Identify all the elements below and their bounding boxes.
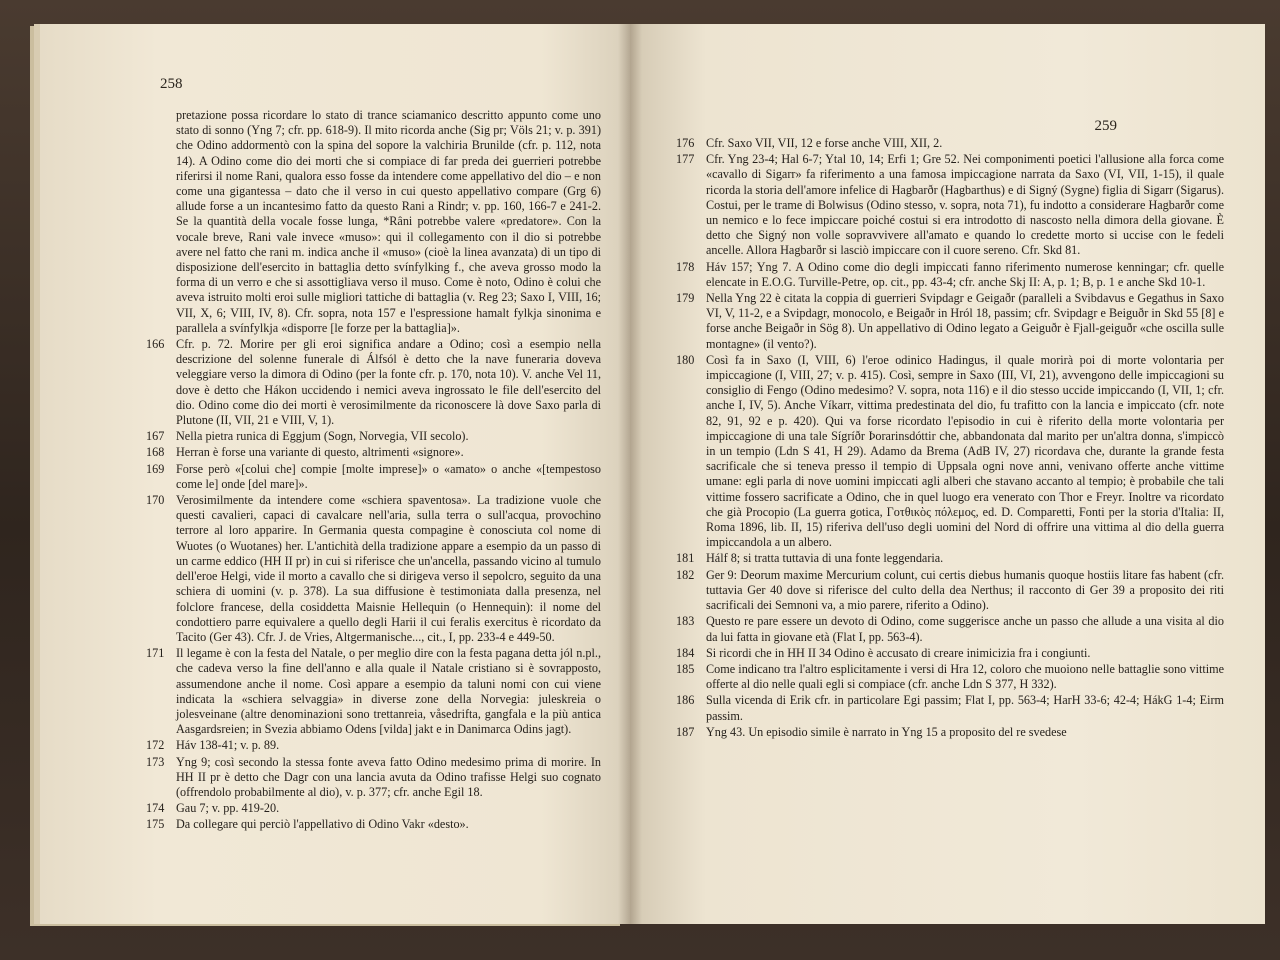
note-176 (676, 136, 1224, 151)
note-number: 184 (676, 645, 695, 660)
note-number: 174 (146, 801, 165, 816)
note-text: Sulla vicenda di Erik cfr. in particolare Egi passim; Flat I, pp. 563-4; HarH 33-6; 42-4; HákG 1-4; Eirm passim. (706, 693, 1224, 723)
note-166 (146, 337, 601, 428)
open-book (40, 24, 1265, 936)
note-number: 186 (676, 693, 695, 708)
right-page (630, 24, 1265, 924)
note-175 (146, 817, 601, 832)
note-text: Nella Yng 22 è citata la coppia di guerrieri Svipdagr e Geigaðr (paralleli a Svibdavus e Gegathus in Saxo VI, V, 11-2, e a Svipdagr, monocolo, e Beigaðr in Hról 18, passim; cfr. Svipdagr e Beiguðr in Skd 55 [8] e forse anche Beigaðr in Sög 8). Un appellativo di Odino legato a Geiguðr è Fjall-geiguðr «che oscilla sulle montagne» (il vento?). (706, 291, 1224, 351)
note-number: 176 (676, 136, 695, 150)
note-167 (146, 429, 601, 444)
note-172 (146, 738, 601, 753)
note-number: 177 (676, 152, 695, 167)
note-168 (146, 445, 601, 460)
note-text: pretazione possa ricordare lo stato di trance sciamanico descritto appunto come uno stato di sonno (Yng 7; cfr. pp. 618-9). Il mito ricorda anche (Sig pr; Völs 21; v. p. 391) che Odino addormentò con la spina del sopore la valchiria Brunilde (cfr. p. 112, nota 14). A Odino come dio dei morti che si compiace di far preda dei guerrieri potrebbe riferirsi il nome Rani, qualora esso fosse da intendere come appellativo del dio – e non come una gigantessa – dato che il verso in cui questo appellativo compare (Grg 6) allude forse a un incantesimo fatto da questo Rani a Rindr; v. pp. 160, 166-7 e 241-2. Se la quantità della vocale fosse lunga, *Râni potrebbe valere «predatore». Con la vocale breve, Rani vale invece «muso»: qui il collegamento con il dio si potrebbe avere nel fatto che rani m. indica anche il «muso» (cioè la linea avanzata) di un tipo di disposizione dell'esercito in battaglia detto svínfylking f., che aveva grosso modo la forma di un verro e che si assottigliava verso il muso. Come è noto, Odino è colui che aveva istruito molti eroi sulle migliori tattiche di battaglia (v. Reg 23; Saxo I, VIII, 16; VII, X, 6; VIII, IV, 8). Cfr. sopra, nota 157 e l'espressione hamalt fylkja sinonima e parallela a svínfylkja «disporre [le forze per la battaglia]». (176, 108, 601, 335)
note-text: Ger 9: Deorum maxime Mercurium colunt, cui certis diebus humanis quoque hostiis litare fas habent (cfr. tuttavia Ger 40 dove si riferisce del culto della dea Nerthus; il racconto di Ger 39 a proposito dei riti sacrificali dei Semnoni va, a mio parere, riferito a Odino). (706, 567, 1224, 613)
note-text: Si ricordi che in HH II 34 Odino è accusato di creare inimicizia fra i congiunti. (706, 645, 1091, 660)
note-text: Cfr. p. 72. Morire per gli eroi significa andare a Odino; così a esempio nella descrizione del solenne funerale di Álfsól è detto che la nave funeraria doveva veleggiare verso la dimora di Odino (per la fonte cfr. p. 170, nota 10). V. anche Vel 11, dove è detto che Hákon uccidendo i nemici aveva ingrossato le file dell'esercito del dio. Odino come dio dei morti è verosimilmente da riconoscere là dove Saxo parla di Plutone (II, VII, 21 e VIII, V, 1). (176, 337, 601, 428)
note-text: Come indicano tra l'altro esplicitamente i versi di Hra 12, coloro che muoiono nelle battaglie sono vittime offerte al dio nelle quali egli si compiace (cfr. anche Ldn S 377, H 332). (706, 661, 1224, 692)
note-number: 180 (676, 352, 695, 367)
note-171 (146, 646, 601, 737)
note-174 (146, 801, 601, 816)
note-183 (676, 614, 1224, 644)
note-text: Háv 157; Yng 7. A Odino come dio degli impiccati fanno riferimento numerose kenningar; cfr. quelle elencate in E.O.G. Turville-Petre, op. cit., pp. 43-4; cfr. anche Skj II: A, p. 1; B, p. 1 e anche Skd 10-1. (706, 259, 1224, 289)
note-number: 172 (146, 738, 165, 753)
note-181 (676, 551, 1224, 566)
note-173 (146, 755, 601, 801)
note-184 (676, 646, 1224, 661)
note-text: Nella pietra runica di Eggjum (Sogn, Norvegia, VII secolo). (176, 429, 469, 444)
note-text: Yng 43. Un episodio simile è narrato in Yng 15 a proposito del re svedese (706, 724, 1067, 739)
note-text: Forse però «[colui che] compie [molte imprese]» o «amato» o anche «[tempestoso come le] onde [del mare]». (176, 461, 601, 491)
note-187 (676, 725, 1224, 740)
right-notes (676, 136, 1224, 741)
note-text: Questo re pare essere un devoto di Odino, come suggerisce anche un passo che allude a una visita al dio da lui fatta in giovane età (Flat I, pp. 563-4). (706, 614, 1224, 644)
note-number: 179 (676, 291, 695, 306)
note-text: Così fa in Saxo (I, VIII, 6) l'eroe odinico Hadingus, il quale morirà poi di morte volontaria per impiccagione (I, VIII, 27; v. p. 415). Così, sempre in Saxo (III, VI, 21), avvengono delle impiccagioni su consiglio di Fengo (Odino medesimo? V. sopra, nota 116) e il dio stesso uccide impiccando (I, VII, 1; cfr. anche I, IV, 5). Anche Víkarr, vittima predestinata del dio, fu trafitto con la lancia e impiccato (cfr. note 82, 91, 92 e p. 420). Qui va forse ricordato l'episodio in cui è riferito della morte volontaria per impiccagione di una tale Sígríðr Þorarinsdóttir che, abbandonata dal marito per un'altra donna, s'impiccò in un tempio (Ldn S 41, H 29). Adamo da Brema (AdB IV, 27) ricordava che, durante la grande festa sacrificale che si teneva presso il tempio di Uppsala ogni nove anni, venivano offerte anche vittime umane: egli parla di nove uomini impiccati agli alberi che stavano accanto al tempio; è probabile che tali vittime fossero sacrificate a Odino, che in quel luogo era venerato con Thor e Freyr. Inoltre va ricordato che già Procopio (La guerra gotica, Γοτθικὸς πόλεμος, ed. D. Comparetti, Fonti per la storia d'Italia: II, Roma 1896, lib. II, 15) riferiva dell'uso degli uomini del Nord di offrire una vittima al dio della guerra impiccandola a un albero. (706, 352, 1224, 550)
note-number: 171 (146, 646, 165, 661)
right-page-number: 259 (1094, 118, 1117, 134)
note-text: Háv 138-41; v. p. 89. (176, 738, 280, 753)
note-number: 175 (146, 817, 165, 832)
note-text: Cfr. Yng 23-4; Hal 6-7; Ytal 10, 14; Erfi 1; Gre 52. Nei componimenti poetici l'allusione alla forca come «cavallo di Sigarr» fa riferimento a una famosa impiccagione narrata da Saxo (VI, VII, 1-15), il quale ricorda la storia dell'amore infelice di Hagbarðr (Hagbarthus) e di Signý (Sygne) figlia di Sigarr (Sigarus). Costui, per le trame di Bolwisus (Odino stesso, v. sopra, nota 71), fu indotto a considerare Hagbarðr come un nemico e lo fece impiccare poiché costui si era introdotto di nascosto nella dimora della giovane. È detto che Signý non volle sopravvivere all'amato e quando lo credette morto si uccise con le fedeli ancelle. Allora Hagbarðr si lasciò impiccare con il cuore sereno. Cfr. Skd 81. (706, 152, 1224, 258)
note-185 (676, 662, 1224, 692)
left-page (40, 24, 630, 924)
note-177 (676, 152, 1224, 258)
note-text: Cfr. Saxo VII, VII, 12 e forse anche VIII, XII, 2. (706, 136, 943, 150)
left-page-number: 258 (160, 76, 183, 92)
note-text: Hálf 8; si tratta tuttavia di una fonte leggendaria. (706, 551, 944, 566)
note-170 (146, 493, 601, 645)
book-gutter (618, 24, 642, 924)
note-text: Il legame è con la festa del Natale, o per meglio dire con la festa pagana detta jól n.pl., che cadeva verso la fine dell'anno e alla quale il Natale cristiano si è sovrapposto, assumendone anche il nome. Così appare a esempio da taluni nomi con cui viene indicata la «schiera selvaggia» in diverse zone della Norvegia: juleskreia o jolesveinane (altre denominazioni sono trettanreia, våsedrifta, gangfala e la più antica Aasgardsreien; in Svezia abbiamo Odens [vilda] jakt e in Danimarca Odins jagt). (176, 646, 601, 737)
note-number: 183 (676, 614, 695, 629)
note-number: 167 (146, 429, 165, 444)
note-text: Yng 9; così secondo la stessa fonte aveva fatto Odino medesimo prima di morire. In HH II pr è detto che Dagr con una lancia avuta da Odino trafisse Helgi suo cognato (offrendolo probabilmente al dio), v. p. 377; cfr. anche Egil 18. (176, 754, 601, 799)
note-182 (676, 568, 1224, 614)
left-notes (146, 108, 601, 834)
note-number: 169 (146, 461, 165, 476)
note-text: Gau 7; v. pp. 419-20. (176, 801, 280, 816)
note-number: 181 (676, 551, 695, 566)
note-continuation (146, 108, 601, 336)
note-180 (676, 353, 1224, 551)
note-179 (676, 291, 1224, 352)
note-number: 170 (146, 493, 165, 508)
note-number: 166 (146, 337, 165, 352)
note-number: 168 (146, 445, 165, 460)
note-number: 185 (676, 661, 695, 676)
note-text: Verosimilmente da intendere come «schiera spaventosa». La tradizione vuole che questi cavalieri, capaci di cavalcare nell'aria, sulla terra o sull'acqua, provochino terrore al loro apparire. In Germania questa compagine è conosciuta col nome di Wuotes (o Wuotanes) her. L'antichità della tradizione appare a esempio da un passo di un carme eddico (HH II pr) in cui si riferisce che un'ancella, passando vicino al tumulo dell'eroe Helgi, vide il morto a cavallo che si dirigeva verso il sepolcro, seguito da una schiera di uomini (v. p. 378). La sua diffusione è testimoniata dalla presenza, nel folclore francese, della cosiddetta Maisnie Hellequin (o Hennequin): il nome del condottiero parre equivalere a quello degli Harii il cui feralis exercitus è ricordato da Tacito (Ger 43). Cfr. J. de Vries, Altgermanische..., cit., I, pp. 233-4 e 449-50. (176, 493, 601, 644)
note-number: 178 (676, 259, 695, 274)
note-text: Da collegare qui perciò l'appellativo di Odino Vakr «desto». (176, 817, 469, 832)
note-178 (676, 260, 1224, 290)
note-186 (676, 693, 1224, 723)
note-number: 173 (146, 754, 165, 769)
note-text: Herran è forse una variante di questo, altrimenti «signore». (176, 445, 464, 460)
note-number: 187 (676, 724, 695, 739)
note-169 (146, 462, 601, 492)
note-number: 182 (676, 567, 695, 582)
